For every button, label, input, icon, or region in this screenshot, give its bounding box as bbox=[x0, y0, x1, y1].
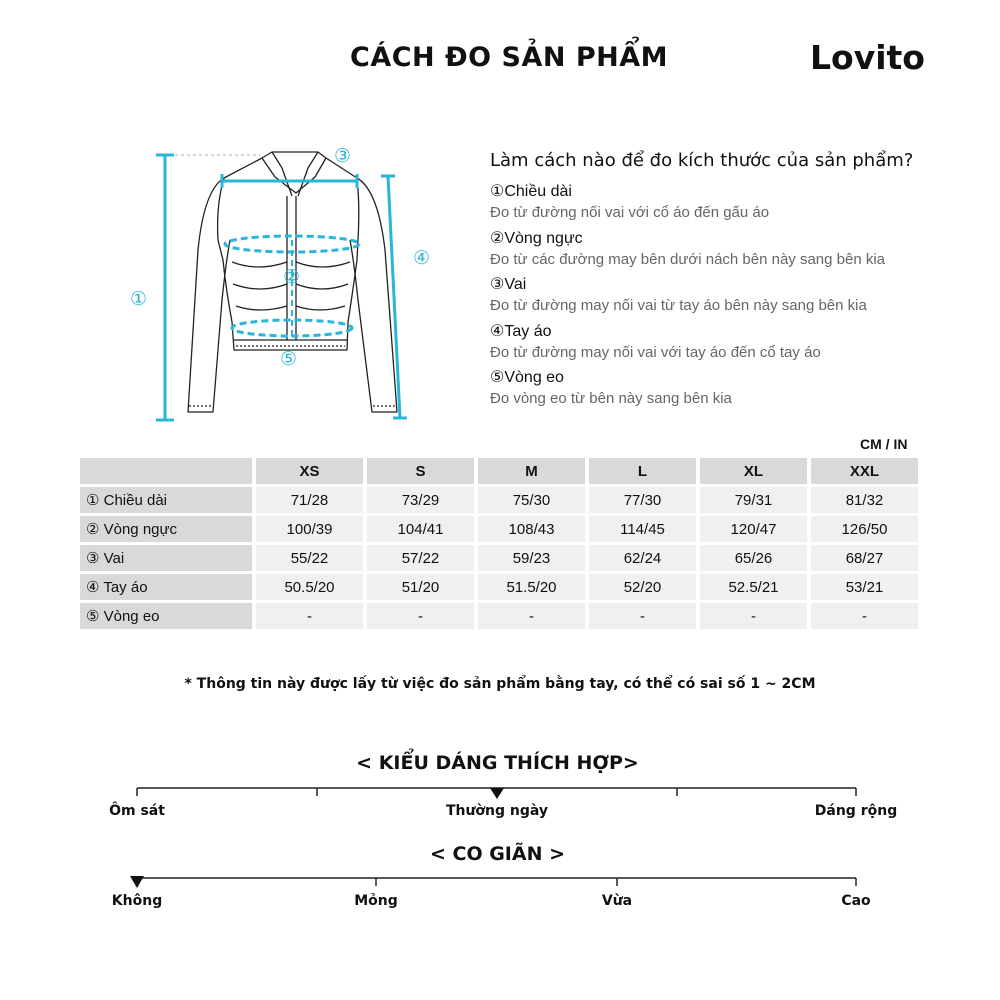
table-cell: - bbox=[367, 603, 474, 629]
size-header: S bbox=[367, 458, 474, 484]
measure-guide-heading: Làm cách nào để đo kích thước của sản phẩm? bbox=[490, 150, 914, 171]
table-cell: 108/43 bbox=[478, 516, 585, 542]
row-label: ③ Vai bbox=[80, 545, 252, 571]
table-cell: 51/20 bbox=[367, 574, 474, 600]
table-cell: 68/27 bbox=[811, 545, 918, 571]
row-label: ① Chiều dài bbox=[80, 487, 252, 513]
table-cell: 59/23 bbox=[478, 545, 585, 571]
size-table bbox=[76, 455, 922, 632]
table-corner bbox=[80, 458, 252, 484]
table-cell: - bbox=[589, 603, 696, 629]
table-row bbox=[80, 516, 918, 542]
guide-item-name: ①Chiều dài bbox=[490, 183, 572, 200]
measure-lines bbox=[156, 155, 407, 420]
stretch-scale-title: < CO GIÃN > bbox=[429, 843, 566, 865]
fit-selected-marker-icon bbox=[490, 788, 504, 799]
guide-item-desc: Đo vòng eo từ bên này sang bên kia bbox=[490, 390, 732, 407]
unit-label: CM / IN bbox=[860, 436, 908, 452]
table-cell: 52.5/21 bbox=[700, 574, 807, 600]
size-header: XXL bbox=[811, 458, 918, 484]
table-cell: - bbox=[700, 603, 807, 629]
guide-item-name: ③Vai bbox=[490, 276, 527, 293]
guide-item-desc: Đo từ đường nối vai với cổ áo đến gấu áo bbox=[490, 204, 770, 221]
table-cell: 57/22 bbox=[367, 545, 474, 571]
marker-3: ③ bbox=[334, 145, 352, 167]
measure-guide-list bbox=[490, 182, 885, 415]
marker-4: ④ bbox=[413, 247, 431, 269]
table-cell: 81/32 bbox=[811, 487, 918, 513]
table-cell: 73/29 bbox=[367, 487, 474, 513]
guide-item-name: ④Tay áo bbox=[490, 322, 552, 340]
page-title: CÁCH ĐO SẢN PHẨM bbox=[350, 42, 668, 73]
guide-item-desc: Đo từ các đường may bên dưới nách bên này sang bên kia bbox=[490, 250, 886, 268]
table-row bbox=[80, 603, 918, 629]
table-cell: 114/45 bbox=[589, 516, 696, 542]
marker-1: ① bbox=[130, 288, 148, 310]
table-row bbox=[80, 574, 918, 600]
row-label: ④ Tay áo bbox=[80, 574, 252, 600]
guide-item-name: ②Vòng ngực bbox=[490, 229, 583, 247]
table-cell: 62/24 bbox=[589, 545, 696, 571]
marker-2: ② bbox=[283, 266, 301, 288]
stretch-selected-marker-icon bbox=[130, 876, 144, 888]
table-cell: 65/26 bbox=[700, 545, 807, 571]
table-cell: 53/21 bbox=[811, 574, 918, 600]
fit-label: Dáng rộng bbox=[814, 803, 898, 819]
table-cell: - bbox=[478, 603, 585, 629]
guide-item bbox=[490, 368, 885, 415]
table-cell: - bbox=[256, 603, 363, 629]
table-cell: 77/30 bbox=[589, 487, 696, 513]
guide-item-desc: Đo từ đường may nối vai với tay áo đến cổ tay áo bbox=[490, 343, 821, 361]
table-cell: 120/47 bbox=[700, 516, 807, 542]
fit-label: Ôm sát bbox=[109, 803, 165, 819]
marker-5: ⑤ bbox=[280, 348, 298, 370]
table-cell: 71/28 bbox=[256, 487, 363, 513]
table-cell: 79/31 bbox=[700, 487, 807, 513]
garment-diagram bbox=[120, 140, 450, 440]
table-cell: - bbox=[811, 603, 918, 629]
stretch-label: Vừa bbox=[601, 893, 633, 909]
table-row bbox=[80, 545, 918, 571]
fit-label-selected: Thường ngày bbox=[445, 803, 549, 819]
fit-scale-title: < KIỂU DÁNG THÍCH HỢP> bbox=[356, 752, 639, 774]
table-cell: 100/39 bbox=[256, 516, 363, 542]
table-cell: 52/20 bbox=[589, 574, 696, 600]
table-cell: 51.5/20 bbox=[478, 574, 585, 600]
brand-logo: Lovito bbox=[810, 38, 925, 77]
table-cell: 55/22 bbox=[256, 545, 363, 571]
size-header: L bbox=[589, 458, 696, 484]
guide-item-desc: Đo từ đường may nối vai từ tay áo bên này sang bên kia bbox=[490, 297, 867, 314]
size-header: XL bbox=[700, 458, 807, 484]
stretch-label: Cao bbox=[841, 893, 871, 909]
row-label: ② Vòng ngực bbox=[80, 516, 252, 542]
table-cell: 50.5/20 bbox=[256, 574, 363, 600]
stretch-label-selected: Không bbox=[111, 893, 163, 909]
guide-item-name: ⑤Vòng eo bbox=[490, 369, 564, 386]
guide-item bbox=[490, 182, 885, 229]
guide-item bbox=[490, 275, 885, 322]
size-header: XS bbox=[256, 458, 363, 484]
size-header: M bbox=[478, 458, 585, 484]
row-label: ⑤ Vòng eo bbox=[80, 603, 252, 629]
measurement-note: * Thông tin này được lấy từ việc đo sản phẩm bằng tay, có thể có sai số 1 ~ 2CM bbox=[184, 676, 816, 692]
table-cell: 126/50 bbox=[811, 516, 918, 542]
table-cell: 75/30 bbox=[478, 487, 585, 513]
table-header-row bbox=[80, 458, 918, 484]
guide-item bbox=[490, 322, 885, 369]
table-row bbox=[80, 487, 918, 513]
stretch-label: Mỏng bbox=[354, 893, 398, 909]
table-cell: 104/41 bbox=[367, 516, 474, 542]
guide-item bbox=[490, 229, 885, 276]
